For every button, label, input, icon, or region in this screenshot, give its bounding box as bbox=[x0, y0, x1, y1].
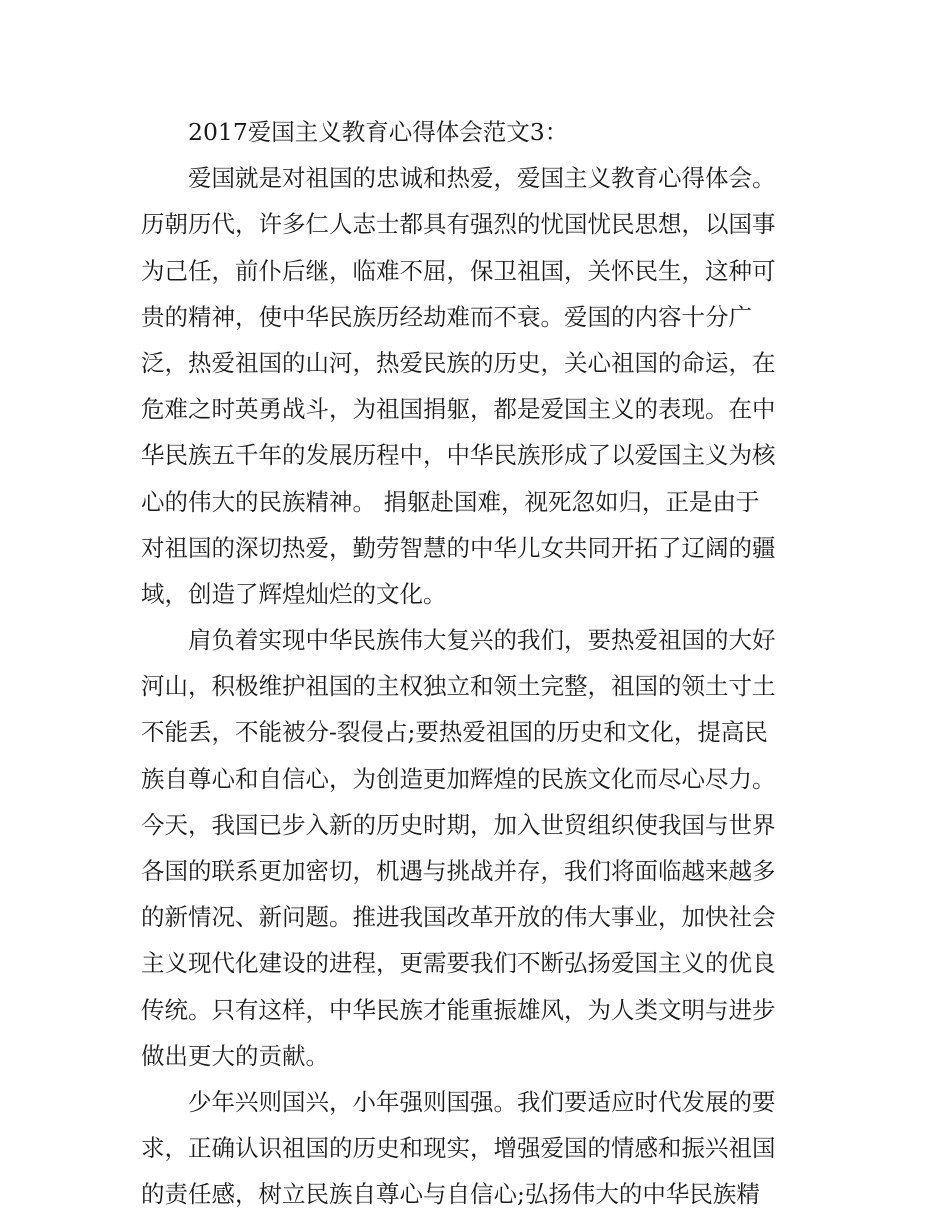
text-line: 泛，热爱祖国的山河，热爱民族的历史，关心祖国的命运，在 bbox=[141, 348, 776, 377]
text-line: 域，创造了辉煌灿烂的文化。 bbox=[141, 579, 447, 608]
text-line: 主义现代化建设的进程，更需要我们不断弘扬爱国主义的优良 bbox=[141, 949, 776, 978]
text-line: 传统。只有这样，中华民族才能重振雄风，为人类文明与进步 bbox=[141, 995, 776, 1024]
text-line: 不能丢，不能被分-裂侵占;要热爱祖国的历史和文化，提高民 bbox=[141, 718, 768, 747]
text-line: 为己任，前仆后继，临难不屈，保卫祖国，关怀民生，这种可 bbox=[141, 256, 776, 285]
text-line: 贵的精神，使中华民族历经劫难而不衰。爱国的内容十分广 bbox=[141, 302, 752, 331]
text-line: 求，正确认识祖国的历史和现实，增强爱国的情感和振兴祖国 bbox=[141, 1134, 776, 1163]
text-line: 的新情况、新问题。推进我国改革开放的伟大事业，加快社会 bbox=[141, 903, 776, 932]
text-line: 危难之时英勇战斗，为祖国捐躯，都是爱国主义的表现。在中 bbox=[141, 395, 776, 424]
text-line: 心的伟大的民族精神。 捐躯赴国难，视死忽如归，正是由于 bbox=[141, 487, 760, 516]
text-line: 肩负着实现中华民族伟大复兴的我们，要热爱祖国的大好 bbox=[188, 626, 776, 655]
text-line: 华民族五千年的发展历程中，中华民族形成了以爱国主义为核 bbox=[141, 441, 776, 470]
section-heading: 2017爱国主义教育心得体会范文3： bbox=[188, 118, 569, 146]
text-line: 河山，积极维护祖国的主权独立和领土完整，祖国的领土寸土 bbox=[141, 672, 776, 701]
text-line: 各国的联系更加密切，机遇与挑战并存，我们将面临越来越多 bbox=[141, 857, 776, 885]
text-line: 对祖国的深切热爱，勤劳智慧的中华儿女共同开拓了辽阔的疆 bbox=[141, 533, 776, 562]
text-line: 的责任感，树立民族自尊心与自信心;弘扬伟大的中华民族精 bbox=[141, 1180, 760, 1209]
text-line: 做出更大的贡献。 bbox=[141, 1041, 329, 1070]
text-line: 今天，我国已步入新的历史时期，加入世贸组织使我国与世界 bbox=[141, 810, 776, 839]
document-body bbox=[141, 109, 821, 1218]
text-line: 族自尊心和自信心，为创造更加辉煌的民族文化而尽心尽力。 bbox=[141, 764, 776, 793]
text-line: 少年兴则国兴，小年强则国强。我们要适应时代发展的要 bbox=[188, 1087, 776, 1116]
text-line: 爱国就是对祖国的忠诚和热爱，爱国主义教育心得体会。 bbox=[188, 164, 776, 193]
text-line: 历朝历代，许多仁人志士都具有强烈的忧国忧民思想，以国事 bbox=[141, 210, 776, 239]
